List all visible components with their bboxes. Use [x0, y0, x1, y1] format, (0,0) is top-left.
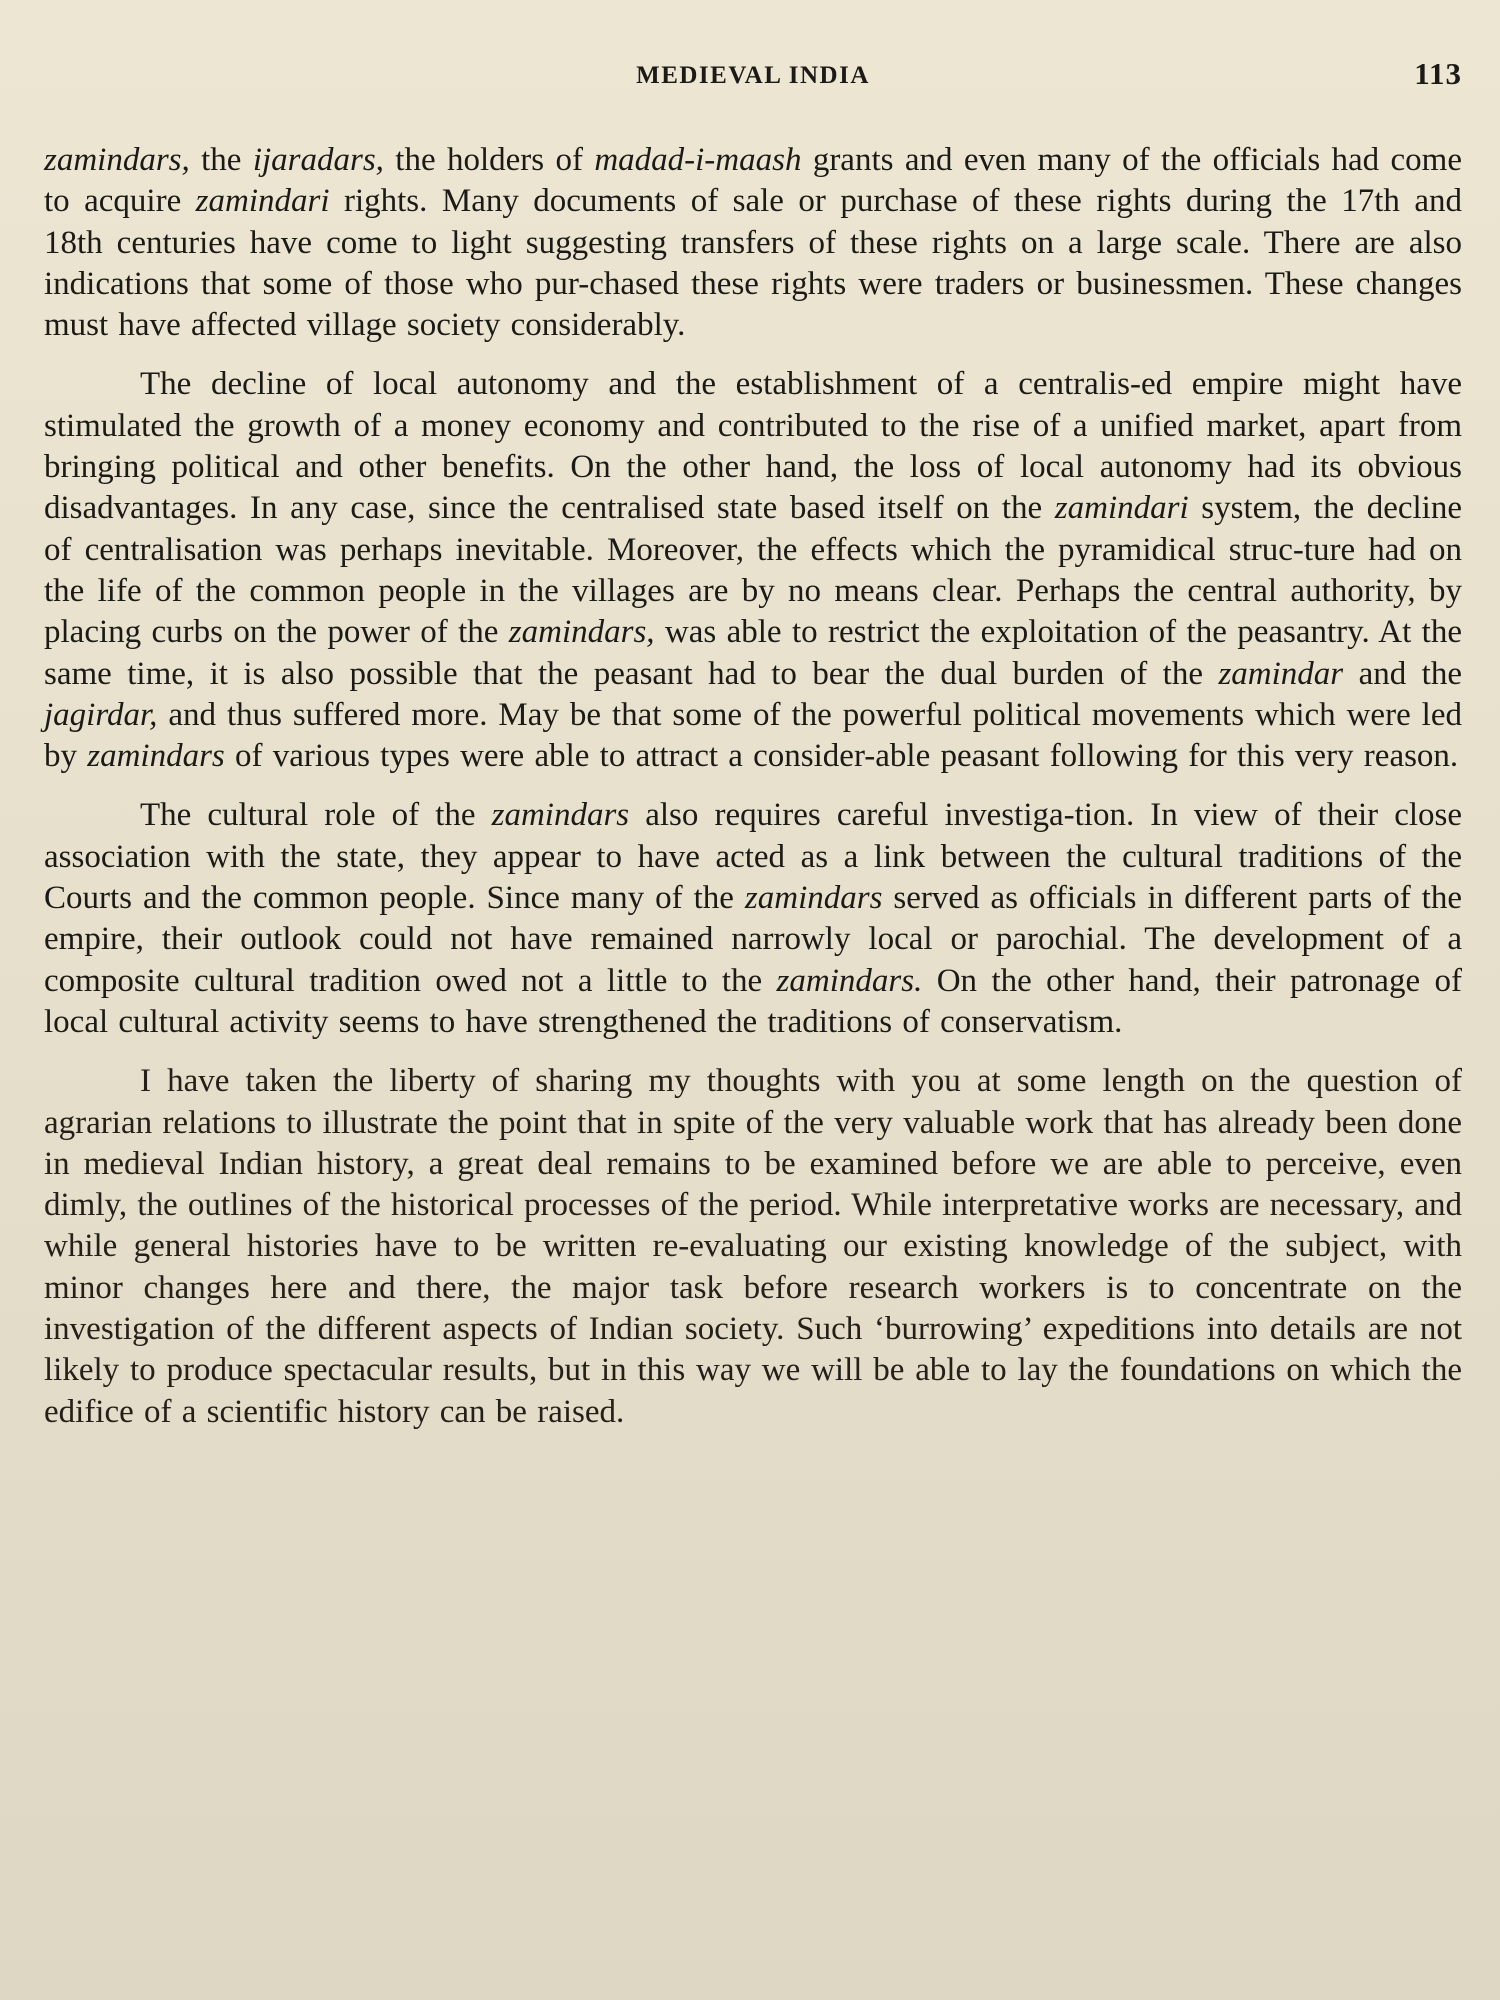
text-run: grants and even many of the officials had come to acquire [44, 142, 1462, 220]
italic-term: zamindar [1218, 655, 1344, 692]
italic-term: zamindars [87, 738, 225, 775]
text-run: On the other hand, their patronage of local cultural activity seems to have strengthened the traditions of conservatism. [44, 962, 1462, 1040]
text-run: the [189, 142, 253, 178]
text-run: The decline of local autonomy and the establishment of a centralis-ed empire might have stimulated the growth of a money economy and contributed to the rise of a unified market, apart from bringing political and other benefits. On the other hand, the loss of local autonomy had its obvious disadvantages. In any case, since the centralised state based itself on the [44, 366, 1462, 527]
text-run: and thus suffered more. May be that some of the powerful political movements which were led by [44, 696, 1462, 775]
text-run: I have taken the liberty of sharing my thoughts with you at some length on the question of agrarian relations to illustrate the point that in spite of the very valuable work that has already been done in medieval Indian history, a great deal remains to be examined before we are able to perceive, even dimly, the outlines of the historical processes of the period. While interpretative works are necessary, and while general histories have to be written re-evaluating our existing knowledge of the subject, with minor changes here and there, the major task before research workers is to concentrate on the investigation of the different aspects of Indian society. Such ‘burrowing’ expeditions into details are not likely to produce spectacular results, but in this way we will be able to lay the foundations on which the edifice of a scientific history can be raised. [44, 1063, 1462, 1430]
text-run: and the [1343, 655, 1462, 692]
italic-term: zamindars, [44, 142, 190, 178]
text-run: The cultural role of the [140, 797, 492, 834]
italic-term: ijaradars, [252, 142, 384, 178]
paragraph-3 [44, 795, 1462, 1043]
text-run: also requires careful investiga-tion. In view of their close association with the state, they appear to have acted as a link between the cultural traditions of the Courts and the common people. Since many of the [44, 797, 1463, 917]
text-run: the holders of [383, 142, 595, 178]
text-run: of various types were able to attract a consider-able peasant following for this very reason. [224, 738, 1459, 775]
running-head [44, 56, 1462, 104]
italic-term: zamindars [744, 880, 883, 917]
page-number: 113 [1414, 56, 1462, 91]
running-title: MEDIEVAL INDIA [636, 62, 870, 89]
text-run: was able to restrict the exploitation of the peasantry. At the same time, it is also possible that the peasant had to bear the dual burden of the [44, 614, 1462, 692]
paragraph-2 [44, 364, 1462, 777]
italic-term: zamindars [491, 797, 630, 834]
italic-term: jagirdar, [44, 696, 158, 733]
italic-term: madad-i-maash [594, 142, 802, 178]
book-page [44, 56, 1462, 1986]
text-run: served as officials in different parts of the empire, their outlook could not have remained narrowly local or parochial. The development of a composite cultural tradition owed not a little to the [44, 880, 1462, 999]
paragraph-4 [44, 1061, 1462, 1433]
text-run: rights. Many documents of sale or purchase of these rights during the 17th and 18th centuries have come to light suggesting transfers of these rights on a large scale. There are also indications that some of those who pur-chased these rights were traders or businessmen. These changes must have affected village society considerably. [44, 183, 1462, 344]
italic-term: zamindari [1054, 490, 1189, 527]
text-run: system, the decline of centralisation was perhaps inevitable. Moreover, the effects which the pyramidical struc-ture had on the life of the common people in the villages are by no means clear. Perhaps the central authority, by placing curbs on the power of the [44, 490, 1462, 651]
paragraph-1 [44, 140, 1462, 346]
italic-term: zamindars, [508, 614, 655, 651]
body-text [44, 140, 1462, 1433]
italic-term: zamindari [195, 183, 330, 220]
italic-term: zamindars. [776, 962, 923, 999]
